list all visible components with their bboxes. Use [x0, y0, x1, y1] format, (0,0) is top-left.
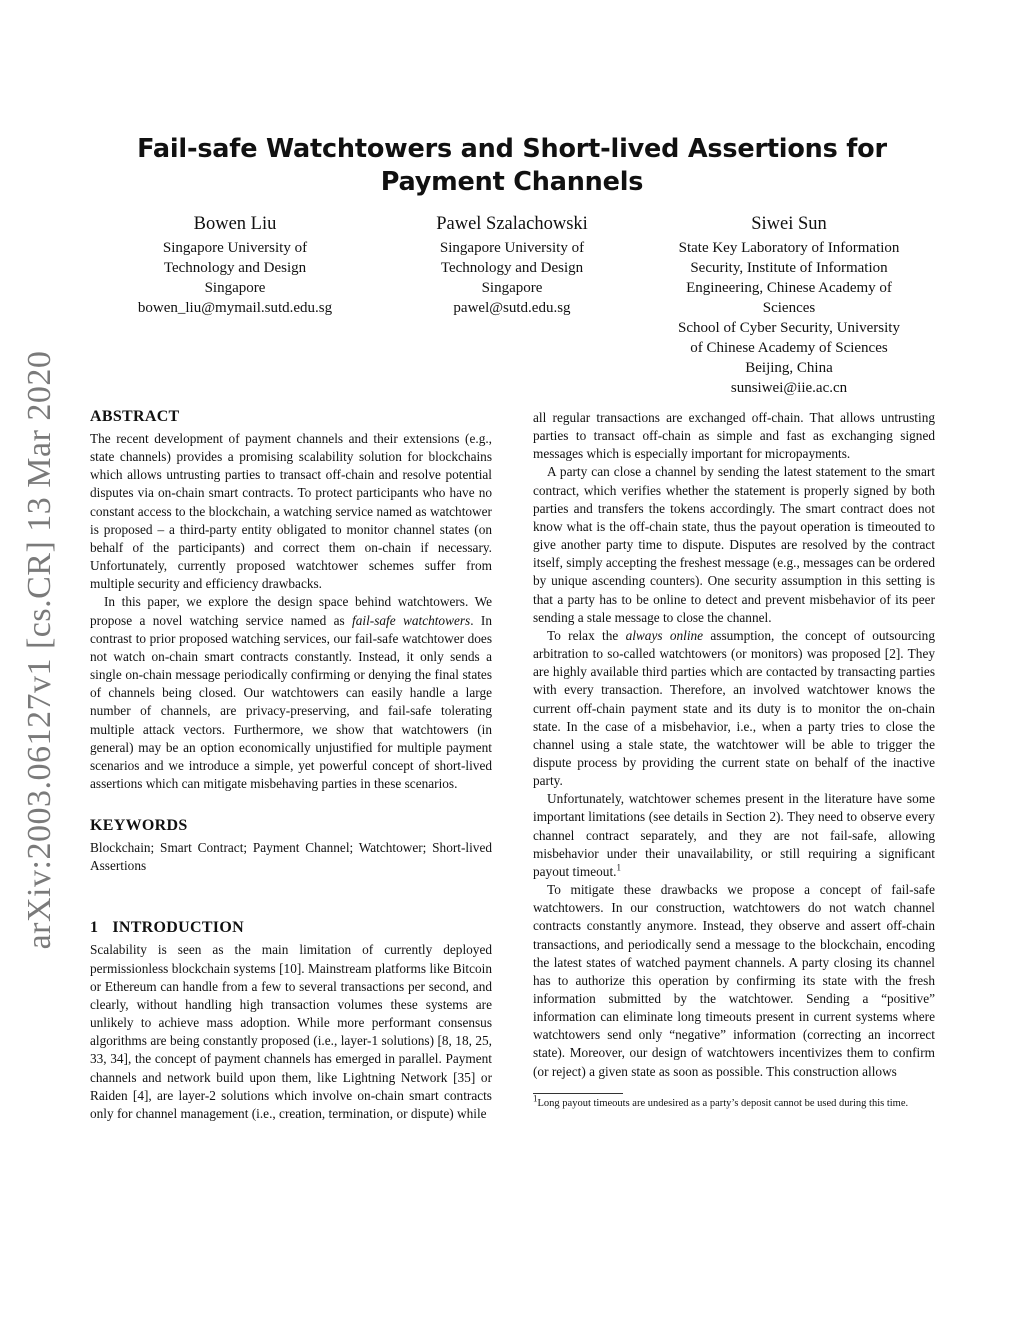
- footnote-divider: [533, 1093, 623, 1094]
- author-affiliation: of Chinese Academy of Sciences: [690, 340, 888, 356]
- author-affiliation: School of Cyber Security, University: [678, 320, 900, 336]
- introduction-heading: 1 INTRODUCTION: [90, 919, 244, 937]
- keywords-heading: KEYWORDS: [90, 817, 188, 835]
- author-email: pawel@sutd.edu.sg: [453, 300, 571, 316]
- author-affiliation: Singapore University of: [162, 240, 308, 256]
- paper-title: Fail-safe Watchtowers and Short-lived Assertions for Payment Channels: [137, 134, 887, 197]
- author-email: bowen_liu@mymail.sutd.edu.sg: [137, 300, 333, 316]
- intro-paragraph: Scalability is seen as the main limitation of currently deployed permissionless blockchain systems [10]. Mainstream platforms like Bitcoin or Ethereum can handle from a few to several transactions per second, and clearly, without handling high transaction volumes these systems are unlikely to achieve mass adoption. While more performant consensus algorithms are being constantly proposed (i.e., layer-1 solutions) [8, 18, 25, 33, 34], the concept of payment channels has emerged in parallel. Payment channels and network build upon them, like Lightning Network [35] or Raiden [4], are layer-2 solutions which involve on-chain smart contracts only for channel management (i.e., creation, termination, or dispute) while: [90, 942, 492, 1121]
- author-affiliation: Technology and Design: [440, 260, 584, 276]
- author-affiliation: Engineering, Chinese Academy of: [686, 280, 892, 296]
- author-location: Singapore: [204, 280, 266, 296]
- author-3: [644, 212, 934, 398]
- abstract-paragraph: The recent development of payment channels and their extensions (e.g., state channels) provides a promising scalability solution for blockchains which allows untrusting parties to transact off-chain and resolve potential disputes via on-chain smart contracts. To protect participants who have no constant access to the blockchain, a watching service named as watchtower is proposed – a third-party entity obligated to monitor channel states (on behalf of the participants) and correct them on-chain if necessary. Unfortunately, currently proposed watchtower schemes suffer from multiple security and efficiency drawbacks.: [90, 431, 492, 592]
- keywords-text: Blockchain; Smart Contract; Payment Channel; Watchtower; Short-lived Assertions: [90, 840, 492, 874]
- intro-paragraph: To mitigate these drawbacks we propose a concept of fail-safe watchtowers. In our construction, watchtowers do not watch channel contracts constantly anymore. Instead, they observe and assert off-chain transactions, and periodically send a message to the blockchain, encoding the latest states of watched payment channels. A party closing its channel has to authorize this operation by confirming its state with the fresh information submitted by the watchtower. Sending a “positive” information can eliminate long timeouts present in current systems where watchtowers send only “negative” information (correcting an incorrect state). Moreover, our design of watchtowers incentivizes them to confirm (or reject) a given state as soon as possible. This construction allows: [533, 882, 935, 1079]
- right-column: [533, 409, 935, 1111]
- author-email: sunsiwei@iie.ac.cn: [730, 380, 848, 396]
- author-affiliation: Singapore University of: [439, 240, 585, 256]
- author-affiliation: Security, Institute of Information: [690, 260, 888, 276]
- author-2: [372, 212, 652, 318]
- footnote-reference[interactable]: 1: [616, 862, 621, 873]
- author-name: Bowen Liu: [193, 214, 277, 234]
- author-location: Singapore: [481, 280, 543, 296]
- intro-paragraph: To relax the always online assumption, the concept of outsourcing arbitration to so-called watchtowers (or monitors) was proposed [2]. They are highly available third parties which are contacted by transacting parties with every transaction. Therefore, an involved watchtower knows the current off-chain payment state and its duty is to monitor the on-chain state. In the case of a misbehavior, i.e., when a party tries to close the channel using a stale state, the watchtower will be able to trigger the dispute process by providing the current state on behalf of the inactive party.: [533, 627, 935, 789]
- abstract-paragraph: In this paper, we explore the design space behind watchtowers. We propose a novel watching service named as fail-safe watchtowers. In contrast to prior proposed watching services, our fail-safe watchtower does not watch on-chain smart contracts constantly. Instead, it only sends a single on-chain message periodically confirming or denying the final states of channels being closed. Our watchtowers can easily handle a large number of channels, are privacy-preserving, and fail-safe tolerating multiple attack vectors. Furthermore, we show that watchtowers (in general) may be an option economically unjustified for multiple payment scenarios and we introduce a simple, yet powerful concept of short-lived assertions which can mitigate misbehaving parties in these scenarios.: [90, 594, 492, 791]
- author-affiliation: State Key Laboratory of Information: [678, 240, 900, 256]
- author-affiliation: Sciences: [762, 300, 816, 316]
- left-column: [90, 406, 492, 1123]
- intro-paragraph: Unfortunately, watchtower schemes present in the literature have some important limitations (see details in Section 2). They need to observe every channel contract separately, and they are not fail-safe, allowing misbehavior under their unavailability, or still requiring a significant payout timeout.$^1$: [533, 791, 935, 879]
- arxiv-identifier: arXiv:2003.06127v1 [cs.CR] 13 Mar 2020: [21, 350, 58, 950]
- author-location: Beijing, China: [745, 360, 833, 376]
- author-name: Pawel Szalachowski: [436, 214, 588, 234]
- abstract-heading: ABSTRACT: [90, 408, 180, 425]
- author-affiliation: Technology and Design: [163, 260, 307, 276]
- author-1: [90, 212, 380, 318]
- intro-paragraph: A party can close a channel by sending the latest statement to the smart contract, which verifies whether the statement is properly signed by both parties and transfers the tokens accordingly. The smart contract does not know what is the off-chain state, thus the payout operation is timeouted to give another party time to dispute. Disputes are resolved by the contract itself, simply accepting the freshest message (e.g., messages can be ordered by unique ascending counters). One security assumption in this setting is that a party has to be online to detect and prevent misbehavior of its peer sending a stale message to close the channel.: [533, 464, 935, 625]
- intro-paragraph: all regular transactions are exchanged off-chain. That allows untrusting parties to transact off-chain as simple and fast as exchanging signed messages which is especially important for micropayments.: [533, 410, 935, 462]
- footnote: $^1$Long payout timeouts are undesired as a party’s deposit cannot be used during this time.: [533, 1093, 909, 1109]
- author-name: Siwei Sun: [751, 214, 827, 234]
